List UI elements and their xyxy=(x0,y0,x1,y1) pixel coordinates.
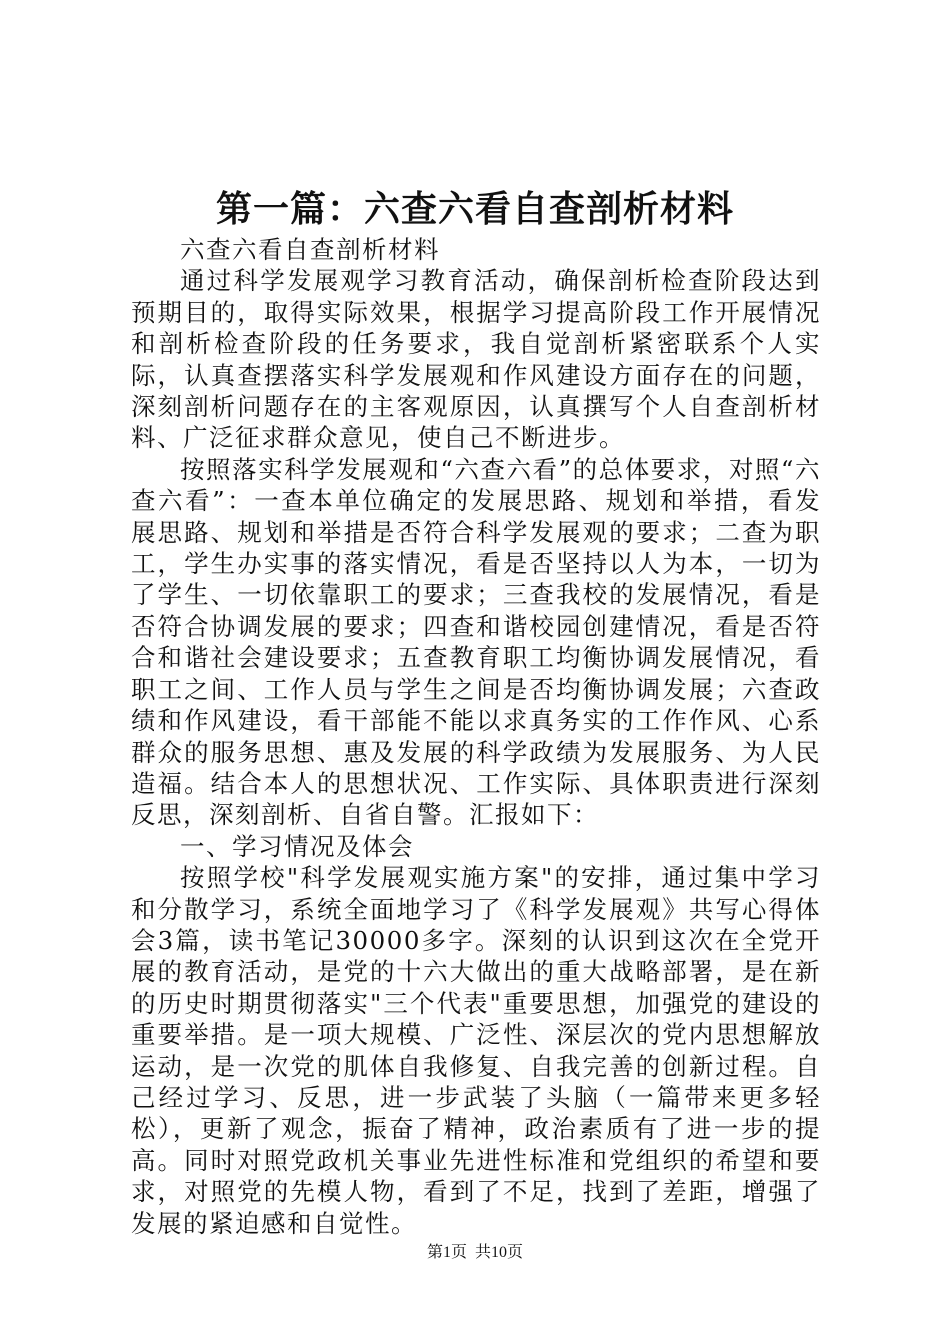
requirements-paragraph: 按照落实科学发展观和“六查六看”的总体要求，对照“六查六看”：一查本单位确定的发展思路、规划和举措，看发展思路、规划和举措是否符合科学发展观的要求；二查为职工，学生办实事的落实情况，看是否坚持以人为本，一切为了学生、一切依靠职工的要求；三查我校的发展情况，看是否符合协调发展的要求；四查和谐校园创建情况，看是否符合和谐社会建设要求；五查教育职工均衡协调发展情况，看职工之间、工作人员与学生之间是否均衡协调发展；六查政绩和作风建设，看干部能不能以求真务实的工作作风、心系群众的服务思想、惠及发展的科学政绩为发展服务、为人民造福。结合本人的思想状况、工作实际、具体职责进行深刻反思，深刻剖析、自省自警。汇报如下： xyxy=(131,454,821,830)
page-total: 共10页 xyxy=(475,1244,524,1261)
document-body xyxy=(131,234,821,1239)
page-footer xyxy=(0,1242,950,1264)
study-paragraph: 按照学校"科学发展观实施方案"的安排，通过集中学习和分散学习，系统全面地学习了《科学发展观》共写心得体会3篇，读书笔记30000多字。深刻的认识到这次在全党开展的教育活动，是党的十六大做出的重大战略部署，是在新的历史时期贯彻落实"三个代表"重要思想，加强党的建设的重要举措。是一项大规模、广泛性、深层次的党内思想解放运动，是一次党的肌体自我修复、自我完善的创新过程。自己经过学习、反思，进一步武装了头脑（一篇带来更多轻松），更新了观念，振奋了精神，政治素质有了进一步的提高。同时对照党政机关事业先进性标准和党组织的希望和要求，对照党的先模人物，看到了不足，找到了差距，增强了发展的紧迫感和自觉性。 xyxy=(131,863,821,1238)
section-heading: 一、学习情况及体会 xyxy=(180,831,414,861)
page-number: 第1页 xyxy=(426,1244,467,1261)
intro-paragraph: 通过科学发展观学习教育活动，确保剖析检查阶段达到预期目的，取得实际效果，根据学习提高阶段工作开展情况和剖析检查阶段的任务要求，我自觉剖析紧密联系个人实际，认真查摆落实科学发展观和作风建设方面存在的问题，深刻剖析问题存在的主客观原因，认真撰写个人自查剖析材料、广泛征求群众意见，使自己不断进步。 xyxy=(131,266,821,453)
subtitle-paragraph: 六查六看自查剖析材料 xyxy=(180,235,440,264)
document-title: 第一篇：六查六看自查剖析材料 xyxy=(215,189,734,230)
